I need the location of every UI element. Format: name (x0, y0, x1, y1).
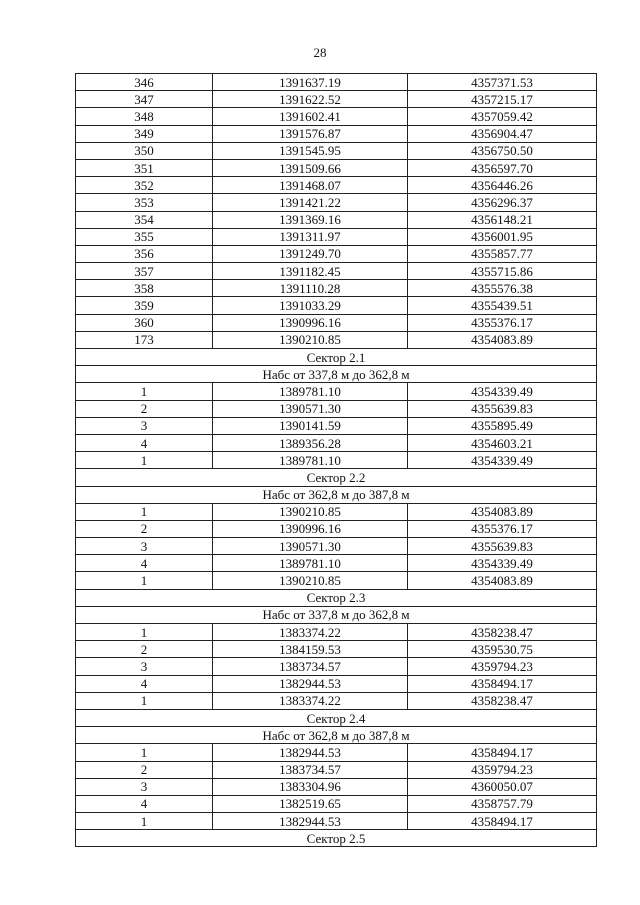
x-coordinate-cell: 1390996.16 (213, 314, 408, 331)
y-coordinate-cell: 4357215.17 (408, 91, 597, 108)
table-row (76, 245, 597, 262)
sector-header-row (76, 349, 597, 366)
table-row (76, 675, 597, 692)
sector-header-row (76, 366, 597, 383)
sector-header-text: Сектор 2.4 (76, 709, 597, 726)
table-row (76, 658, 597, 675)
point-number-cell: 358 (76, 280, 213, 297)
y-coordinate-cell: 4355639.83 (408, 400, 597, 417)
table-row (76, 417, 597, 434)
x-coordinate-cell: 1391033.29 (213, 297, 408, 314)
y-coordinate-cell: 4355639.83 (408, 538, 597, 555)
x-coordinate-cell: 1390571.30 (213, 400, 408, 417)
x-coordinate-cell: 1389781.10 (213, 383, 408, 400)
sector-header-text: Сектор 2.2 (76, 469, 597, 486)
point-number-cell: 3 (76, 778, 213, 795)
x-coordinate-cell: 1389781.10 (213, 555, 408, 572)
x-coordinate-cell: 1391468.07 (213, 177, 408, 194)
point-number-cell: 351 (76, 159, 213, 176)
table-row (76, 538, 597, 555)
x-coordinate-cell: 1391509.66 (213, 159, 408, 176)
x-coordinate-cell: 1382519.65 (213, 795, 408, 812)
sector-header-row (76, 469, 597, 486)
point-number-cell: 2 (76, 400, 213, 417)
table-row (76, 761, 597, 778)
y-coordinate-cell: 4356904.47 (408, 125, 597, 142)
point-number-cell: 2 (76, 641, 213, 658)
sector-header-text: Набс от 362,8 м до 387,8 м (76, 486, 597, 503)
point-number-cell: 359 (76, 297, 213, 314)
x-coordinate-cell: 1391182.45 (213, 263, 408, 280)
y-coordinate-cell: 4358238.47 (408, 624, 597, 641)
table-row (76, 331, 597, 348)
point-number-cell: 349 (76, 125, 213, 142)
point-number-cell: 355 (76, 228, 213, 245)
x-coordinate-cell: 1391576.87 (213, 125, 408, 142)
sector-header-text: Набс от 362,8 м до 387,8 м (76, 727, 597, 744)
table-row (76, 813, 597, 830)
y-coordinate-cell: 4354339.49 (408, 452, 597, 469)
sector-header-row (76, 727, 597, 744)
table-row (76, 125, 597, 142)
point-number-cell: 347 (76, 91, 213, 108)
y-coordinate-cell: 4354339.49 (408, 555, 597, 572)
y-coordinate-cell: 4355576.38 (408, 280, 597, 297)
point-number-cell: 348 (76, 108, 213, 125)
sector-header-text: Сектор 2.1 (76, 349, 597, 366)
y-coordinate-cell: 4356597.70 (408, 159, 597, 176)
y-coordinate-cell: 4355857.77 (408, 245, 597, 262)
x-coordinate-cell: 1383374.22 (213, 692, 408, 709)
y-coordinate-cell: 4358494.17 (408, 813, 597, 830)
point-number-cell: 354 (76, 211, 213, 228)
x-coordinate-cell: 1382944.53 (213, 744, 408, 761)
x-coordinate-cell: 1384159.53 (213, 641, 408, 658)
y-coordinate-cell: 4360050.07 (408, 778, 597, 795)
point-number-cell: 4 (76, 555, 213, 572)
y-coordinate-cell: 4354603.21 (408, 434, 597, 451)
point-number-cell: 3 (76, 538, 213, 555)
y-coordinate-cell: 4354083.89 (408, 331, 597, 348)
page-number: 28 (313, 45, 327, 60)
point-number-cell: 356 (76, 245, 213, 262)
y-coordinate-cell: 4357059.42 (408, 108, 597, 125)
point-number-cell: 3 (76, 658, 213, 675)
table-row (76, 297, 597, 314)
y-coordinate-cell: 4355376.17 (408, 314, 597, 331)
table-row (76, 641, 597, 658)
point-number-cell: 1 (76, 503, 213, 520)
table-row (76, 572, 597, 589)
point-number-cell: 3 (76, 417, 213, 434)
y-coordinate-cell: 4355895.49 (408, 417, 597, 434)
table-row (76, 177, 597, 194)
point-number-cell: 360 (76, 314, 213, 331)
table-row (76, 503, 597, 520)
sector-header-row (76, 709, 597, 726)
x-coordinate-cell: 1391421.22 (213, 194, 408, 211)
x-coordinate-cell: 1390141.59 (213, 417, 408, 434)
x-coordinate-cell: 1390571.30 (213, 538, 408, 555)
point-number-cell: 173 (76, 331, 213, 348)
coordinates-table (75, 73, 597, 847)
y-coordinate-cell: 4354083.89 (408, 503, 597, 520)
sector-header-text: Сектор 2.3 (76, 589, 597, 606)
point-number-cell: 350 (76, 142, 213, 159)
y-coordinate-cell: 4357371.53 (408, 74, 597, 91)
point-number-cell: 4 (76, 795, 213, 812)
y-coordinate-cell: 4358238.47 (408, 692, 597, 709)
point-number-cell: 1 (76, 744, 213, 761)
x-coordinate-cell: 1391545.95 (213, 142, 408, 159)
y-coordinate-cell: 4356001.95 (408, 228, 597, 245)
y-coordinate-cell: 4355715.86 (408, 263, 597, 280)
x-coordinate-cell: 1390210.85 (213, 331, 408, 348)
table-row (76, 211, 597, 228)
x-coordinate-cell: 1383374.22 (213, 624, 408, 641)
y-coordinate-cell: 4356296.37 (408, 194, 597, 211)
table-row (76, 452, 597, 469)
point-number-cell: 346 (76, 74, 213, 91)
x-coordinate-cell: 1390210.85 (213, 503, 408, 520)
x-coordinate-cell: 1391622.52 (213, 91, 408, 108)
y-coordinate-cell: 4358757.79 (408, 795, 597, 812)
point-number-cell: 1 (76, 624, 213, 641)
table-row (76, 778, 597, 795)
y-coordinate-cell: 4356750.50 (408, 142, 597, 159)
coordinates-table-body (76, 74, 597, 847)
x-coordinate-cell: 1391249.70 (213, 245, 408, 262)
point-number-cell: 1 (76, 692, 213, 709)
y-coordinate-cell: 4359794.23 (408, 761, 597, 778)
x-coordinate-cell: 1390996.16 (213, 520, 408, 537)
point-number-cell: 2 (76, 520, 213, 537)
x-coordinate-cell: 1383304.96 (213, 778, 408, 795)
sector-header-text: Набс от 337,8 м до 362,8 м (76, 366, 597, 383)
table-row (76, 555, 597, 572)
table-row (76, 91, 597, 108)
x-coordinate-cell: 1389781.10 (213, 452, 408, 469)
y-coordinate-cell: 4356148.21 (408, 211, 597, 228)
table-row (76, 142, 597, 159)
point-number-cell: 2 (76, 761, 213, 778)
x-coordinate-cell: 1389356.28 (213, 434, 408, 451)
x-coordinate-cell: 1382944.53 (213, 675, 408, 692)
x-coordinate-cell: 1383734.57 (213, 658, 408, 675)
table-row (76, 400, 597, 417)
x-coordinate-cell: 1382944.53 (213, 813, 408, 830)
table-row (76, 314, 597, 331)
y-coordinate-cell: 4355376.17 (408, 520, 597, 537)
table-row (76, 280, 597, 297)
x-coordinate-cell: 1391369.16 (213, 211, 408, 228)
y-coordinate-cell: 4358494.17 (408, 675, 597, 692)
point-number-cell: 352 (76, 177, 213, 194)
y-coordinate-cell: 4359530.75 (408, 641, 597, 658)
table-row (76, 228, 597, 245)
point-number-cell: 1 (76, 572, 213, 589)
x-coordinate-cell: 1391311.97 (213, 228, 408, 245)
table-row (76, 692, 597, 709)
point-number-cell: 1 (76, 452, 213, 469)
sector-header-text: Набс от 337,8 м до 362,8 м (76, 606, 597, 623)
x-coordinate-cell: 1391637.19 (213, 74, 408, 91)
table-row (76, 194, 597, 211)
sector-header-text: Сектор 2.5 (76, 830, 597, 847)
sector-header-row (76, 830, 597, 847)
x-coordinate-cell: 1391110.28 (213, 280, 408, 297)
point-number-cell: 4 (76, 434, 213, 451)
table-row (76, 263, 597, 280)
table-row (76, 624, 597, 641)
y-coordinate-cell: 4358494.17 (408, 744, 597, 761)
sector-header-row (76, 589, 597, 606)
table-row (76, 434, 597, 451)
table-row (76, 108, 597, 125)
point-number-cell: 4 (76, 675, 213, 692)
sector-header-row (76, 486, 597, 503)
table-row (76, 383, 597, 400)
sector-header-row (76, 606, 597, 623)
x-coordinate-cell: 1391602.41 (213, 108, 408, 125)
table-row (76, 520, 597, 537)
y-coordinate-cell: 4356446.26 (408, 177, 597, 194)
y-coordinate-cell: 4359794.23 (408, 658, 597, 675)
point-number-cell: 357 (76, 263, 213, 280)
x-coordinate-cell: 1390210.85 (213, 572, 408, 589)
y-coordinate-cell: 4355439.51 (408, 297, 597, 314)
point-number-cell: 1 (76, 383, 213, 400)
y-coordinate-cell: 4354083.89 (408, 572, 597, 589)
x-coordinate-cell: 1383734.57 (213, 761, 408, 778)
table-row (76, 74, 597, 91)
table-row (76, 744, 597, 761)
point-number-cell: 353 (76, 194, 213, 211)
table-row (76, 795, 597, 812)
y-coordinate-cell: 4354339.49 (408, 383, 597, 400)
table-row (76, 159, 597, 176)
point-number-cell: 1 (76, 813, 213, 830)
